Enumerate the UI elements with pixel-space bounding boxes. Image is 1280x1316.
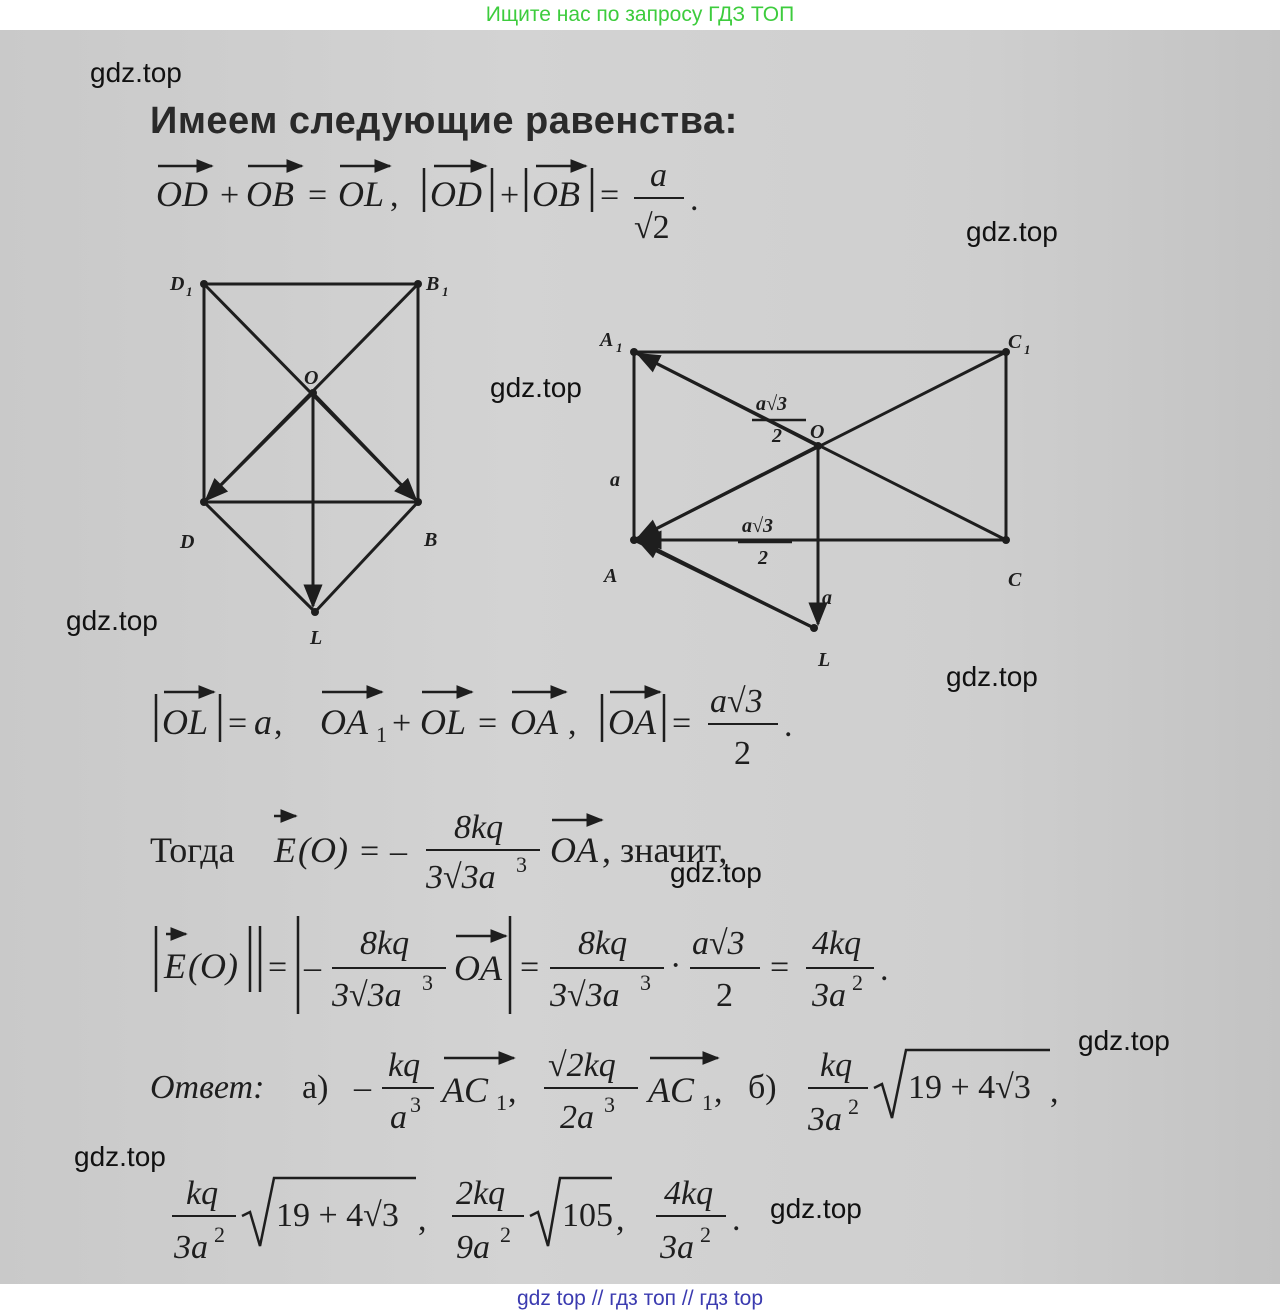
frac4-den: 3a	[812, 977, 846, 1014]
equals-sign-2: =	[600, 177, 620, 214]
comma-2: ,	[568, 705, 577, 742]
frac-mid-num: a√3	[742, 515, 773, 537]
field-e: E	[274, 830, 296, 870]
frac-top-den: 2	[772, 425, 782, 447]
vector-oa: OA	[454, 948, 502, 988]
label-side-a: a	[610, 469, 620, 491]
heading: Имеем следующие равенства:	[150, 100, 738, 142]
comma-2: ,	[616, 1201, 625, 1238]
frac2-den: 3√3a	[550, 977, 620, 1014]
equals: =	[268, 949, 288, 986]
watermark: gdz.top	[490, 372, 582, 403]
plus-sign: +	[220, 177, 240, 214]
sqrt-expr: 19 + 4√3	[908, 1069, 1031, 1106]
label-c1: C	[1008, 331, 1022, 353]
exp-2: 2	[848, 1094, 859, 1119]
abs-oa: OA	[608, 702, 656, 742]
period: .	[784, 707, 793, 744]
period: .	[880, 951, 889, 988]
plus-sign-2: +	[500, 177, 520, 214]
equals-3: =	[672, 705, 692, 742]
frac1-num: kq	[186, 1175, 219, 1212]
frac3-den: 3a	[660, 1229, 694, 1266]
watermark: gdz.top	[66, 605, 158, 636]
point-o: (O)	[298, 830, 348, 870]
frac-top-num: a√3	[756, 393, 787, 415]
part-b: б)	[748, 1069, 777, 1106]
sub-1b: 1	[702, 1090, 713, 1115]
frac-den: 3√3a	[426, 859, 496, 896]
abs-ob: OB	[532, 174, 580, 214]
label-a1-sub: 1	[616, 340, 623, 355]
sub-1: 1	[496, 1090, 507, 1115]
diagram-right	[596, 326, 1056, 671]
exp-2: 2	[214, 1222, 225, 1247]
frac2-den: 2a	[560, 1099, 594, 1136]
vector-od: OD	[156, 174, 208, 214]
label-l: L	[310, 627, 323, 649]
frac1-den: 3√3a	[332, 977, 402, 1014]
label-b1-sub: 1	[442, 284, 449, 299]
frac3-num: kq	[820, 1047, 853, 1084]
equals-2: =	[478, 705, 498, 742]
vector-ac1: AC	[442, 1070, 489, 1110]
frac1-num: 8kq	[360, 925, 410, 962]
answer-line-2	[150, 1154, 770, 1274]
frac2-num: 2kq	[456, 1175, 506, 1212]
formula-ol-oa	[150, 666, 800, 772]
frac-den: 2	[734, 735, 751, 772]
comma: ,	[390, 177, 399, 214]
watermark: gdz.top	[74, 1141, 166, 1172]
frac3-num: 4kq	[664, 1175, 714, 1212]
label-d1-sub: 1	[186, 284, 193, 299]
comma: ,	[508, 1073, 517, 1110]
top-banner: Ищите нас по запросу ГДЗ ТОП	[0, 0, 1280, 30]
abs-ol: OL	[162, 702, 209, 742]
abs-od: OD	[430, 174, 482, 214]
label-d1: D	[170, 273, 185, 295]
vector-oa: OA	[550, 830, 598, 870]
value-a: a	[254, 702, 272, 742]
exp-2b: 2	[500, 1222, 511, 1247]
exp-3: 3	[410, 1092, 421, 1117]
equals-sign: =	[308, 177, 328, 214]
equals-3: =	[770, 949, 790, 986]
watermark: gdz.top	[946, 661, 1038, 692]
period: .	[690, 181, 699, 218]
frac1-num: kq	[388, 1047, 421, 1084]
frac1-den: a	[390, 1099, 407, 1136]
frac4-num: 4kq	[812, 925, 862, 962]
frac3-num: a√3	[692, 925, 745, 962]
frac-num: 8kq	[454, 809, 504, 846]
vector-oa: OA	[510, 702, 558, 742]
minus: –	[304, 949, 321, 986]
frac3-den: 3a	[808, 1101, 842, 1138]
frac2-num: 8kq	[578, 925, 628, 962]
vector-oa1: OA	[320, 702, 368, 742]
label-d: D	[180, 531, 195, 553]
comma: ,	[418, 1201, 427, 1238]
formula-field-magnitude	[150, 896, 910, 1016]
frac-num: a√3	[710, 683, 763, 720]
frac-den-sqrt2: √2	[634, 209, 670, 246]
dot: ·	[670, 947, 682, 984]
vector-ol: OL	[420, 702, 467, 742]
label-b1: B	[426, 273, 440, 295]
frac3-den: 2	[716, 977, 733, 1014]
minus: –	[354, 1069, 371, 1106]
vector-ol: OL	[338, 174, 385, 214]
frac2-den: 9a	[456, 1229, 490, 1266]
label-a: A	[604, 565, 618, 587]
label-b: B	[424, 529, 438, 551]
watermark: gdz.top	[90, 57, 182, 88]
label-c1-sub: 1	[1024, 342, 1031, 357]
exp-2c: 2	[700, 1222, 711, 1247]
label-a1: A	[600, 329, 614, 351]
exp-2: 2	[852, 970, 863, 995]
part-a: а)	[302, 1069, 329, 1106]
field-e: E	[164, 946, 186, 986]
textbook-scan	[0, 30, 1280, 1284]
watermark: gdz.top	[670, 857, 762, 888]
equals: =	[228, 705, 248, 742]
label-o: O	[810, 421, 825, 443]
sub-1: 1	[376, 722, 387, 747]
word-hence: , значит,	[602, 830, 728, 870]
comma-3: ,	[1050, 1073, 1059, 1110]
minus: –	[390, 833, 407, 870]
watermark: gdz.top	[770, 1193, 862, 1224]
word-then: Тогда	[150, 830, 235, 870]
label-o: O	[304, 367, 319, 389]
sqrt-expr: 19 + 4√3	[276, 1197, 399, 1234]
equals: =	[360, 833, 380, 870]
label-l: L	[818, 649, 831, 671]
sqrt-105: 105	[562, 1197, 613, 1234]
comma: ,	[274, 705, 283, 742]
label-down-a: a	[822, 587, 832, 609]
diagram-left	[160, 266, 460, 649]
vector-ac1b: AC	[648, 1070, 695, 1110]
bottom-banner: gdz top // гдз топ // гдз top	[0, 1284, 1280, 1316]
point-o: (O)	[188, 946, 238, 986]
exp-3b: 3	[604, 1092, 615, 1117]
frac1-den: 3a	[174, 1229, 208, 1266]
formula-field-vector	[150, 776, 790, 896]
plus: +	[392, 705, 412, 742]
equals-2: =	[520, 949, 540, 986]
watermark: gdz.top	[1078, 1025, 1170, 1056]
exp-3b: 3	[640, 970, 651, 995]
frac-mid-den: 2	[758, 547, 768, 569]
watermark: gdz.top	[966, 216, 1058, 247]
label-c: C	[1008, 569, 1022, 591]
comma-2: ,	[714, 1073, 723, 1110]
exp-3: 3	[422, 970, 433, 995]
formula-vector-sum	[150, 150, 710, 246]
answer-line-1	[150, 1026, 1070, 1146]
answer-label: Ответ:	[150, 1069, 265, 1106]
frac2-num: √2kq	[548, 1047, 616, 1084]
exp-3: 3	[516, 852, 527, 877]
period: .	[732, 1201, 741, 1238]
frac-num-a: a	[650, 157, 667, 194]
vector-ob: OB	[246, 174, 294, 214]
